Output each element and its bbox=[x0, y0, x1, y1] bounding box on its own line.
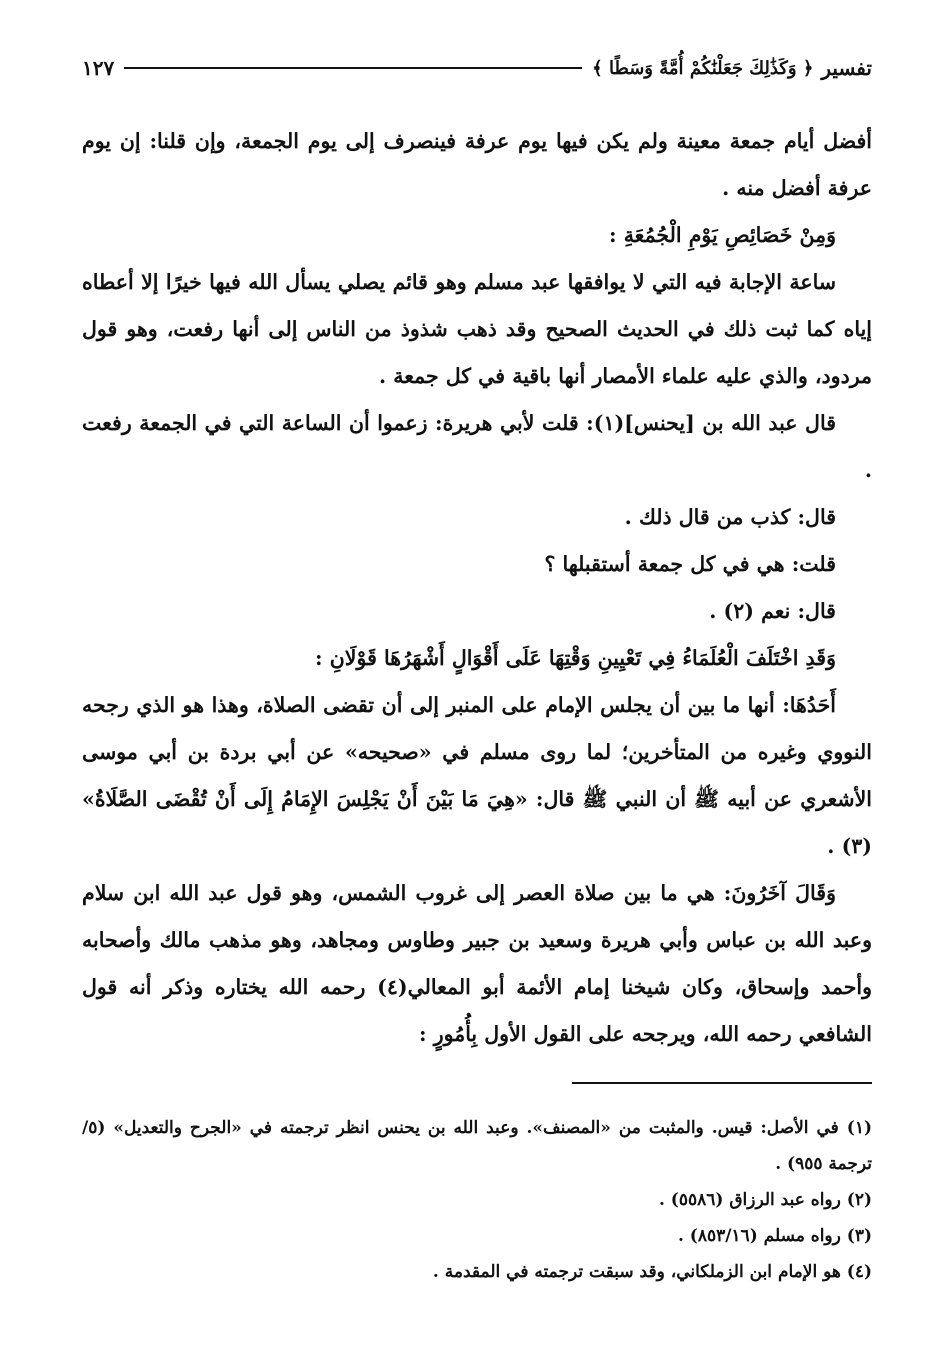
footnote-2: (٢) رواه عبد الرزاق (٥٥٨٦) . bbox=[658, 1190, 872, 1210]
paragraph-continuation: أفضل أيام جمعة معينة ولم يكن فيها يوم عرفة فينصرف إلى يوم الجمعة، وإن قلنا: إن يوم عرفة أفضل منه . bbox=[82, 129, 872, 200]
paragraph-hour-of-answer: ساعة الإجابة فيه التي لا يوافقها عبد مسلم وهو قائم يصلي يسأل الله فيها خيرًا إلا أعطاه إياه كما ثبت ذلك في الحديث الصحيح وقد ذهب شذوذ من الناس إلى أنها رفعت، وهو قول مردود، والذي عليه علماء الأمصار أنها باقية في كل جمعة . bbox=[82, 270, 872, 388]
footnote-separator bbox=[572, 1082, 872, 1084]
book-page bbox=[82, 48, 872, 1323]
header-rule bbox=[124, 67, 582, 69]
paragraph-abdullah-report: قال عبد الله بن [يحنس](١): قلت لأبي هريرة: زعموا أن الساعة التي في الجمعة رفعت . bbox=[82, 411, 872, 482]
footnote-4: (٤) هو الإمام ابن الزملكاني، وقد سبقت ترجمته في المقدمة . bbox=[432, 1262, 872, 1282]
paragraph-dialogue-1: قال: كذب من قال ذلك . bbox=[624, 505, 836, 529]
paragraph-dialogue-3: قال: نعم (٢) . bbox=[709, 599, 836, 623]
page-number: ١٢٧ bbox=[82, 56, 115, 80]
section-heading-scholars-differ: وَقَدِ اخْتَلَفَ الْعُلَمَاءُ فِي تَعْيِينِ وَقْتِهَا عَلَى أَقْوَالٍ أَشْهَرُهَا قَوْلَانِ : bbox=[315, 646, 836, 670]
footnote-1: (١) في الأصل: قيس. والمثبت من «المصنف». وعبد الله بن يحنس انظر ترجمته في «الجرح والتعديل» (٥/ترجمة ٩٥٥) . bbox=[82, 1118, 872, 1174]
main-text bbox=[82, 118, 872, 1058]
paragraph-dialogue-2: قلت: هي في كل جمعة أستقبلها ؟ bbox=[544, 552, 836, 576]
running-header bbox=[82, 48, 872, 88]
footnotes bbox=[82, 1110, 872, 1290]
book-title: تفسير bbox=[821, 56, 872, 80]
paragraph-second-opinion: وَقَالَ آخَرُونَ: هي ما بين صلاة العصر إلى غروب الشمس، وهو قول عبد الله ابن سلام وعبد الله بن عباس وأبي هريرة وسعيد بن جبير وطاوس ومجاهد، وهو مذهب مالك وأصحابه وأحمد وإسحاق، وكان شيخنا إمام الأئمة أبو المعالي(٤) رحمه الله يختاره وذكر أنه قول الشافعي رحمه الله، ويرجحه على القول الأول بِأُمُورٍ : bbox=[82, 881, 872, 1046]
verse-heading: ﴿ وَكَذَٰلِكَ جَعَلْنَٰكُمْ أُمَّةً وَسَطًا ﴾ bbox=[592, 57, 814, 79]
section-heading-friday-features: وَمِنْ خَصَائِصِ يَوْمِ الْجُمُعَةِ : bbox=[608, 223, 836, 247]
paragraph-first-opinion: أَحَدُهَا: أنها ما بين أن يجلس الإمام على المنبر إلى أن تقضى الصلاة، وهذا هو الذي رجحه النووي وغيره من المتأخرين؛ لما روى مسلم في «صحيحه» عن أبي بردة بن أبي موسى الأشعري عن أبيه ﷺ أن النبي ﷺ قال: «هِيَ مَا بَيْنَ أَنْ يَجْلِسَ الإِمَامُ إِلَى أَنْ تُقْضَى الصَّلَاةُ» (٣) . bbox=[82, 693, 872, 858]
footnote-3: (٣) رواه مسلم (٨٥٣/١٦) . bbox=[677, 1226, 872, 1246]
